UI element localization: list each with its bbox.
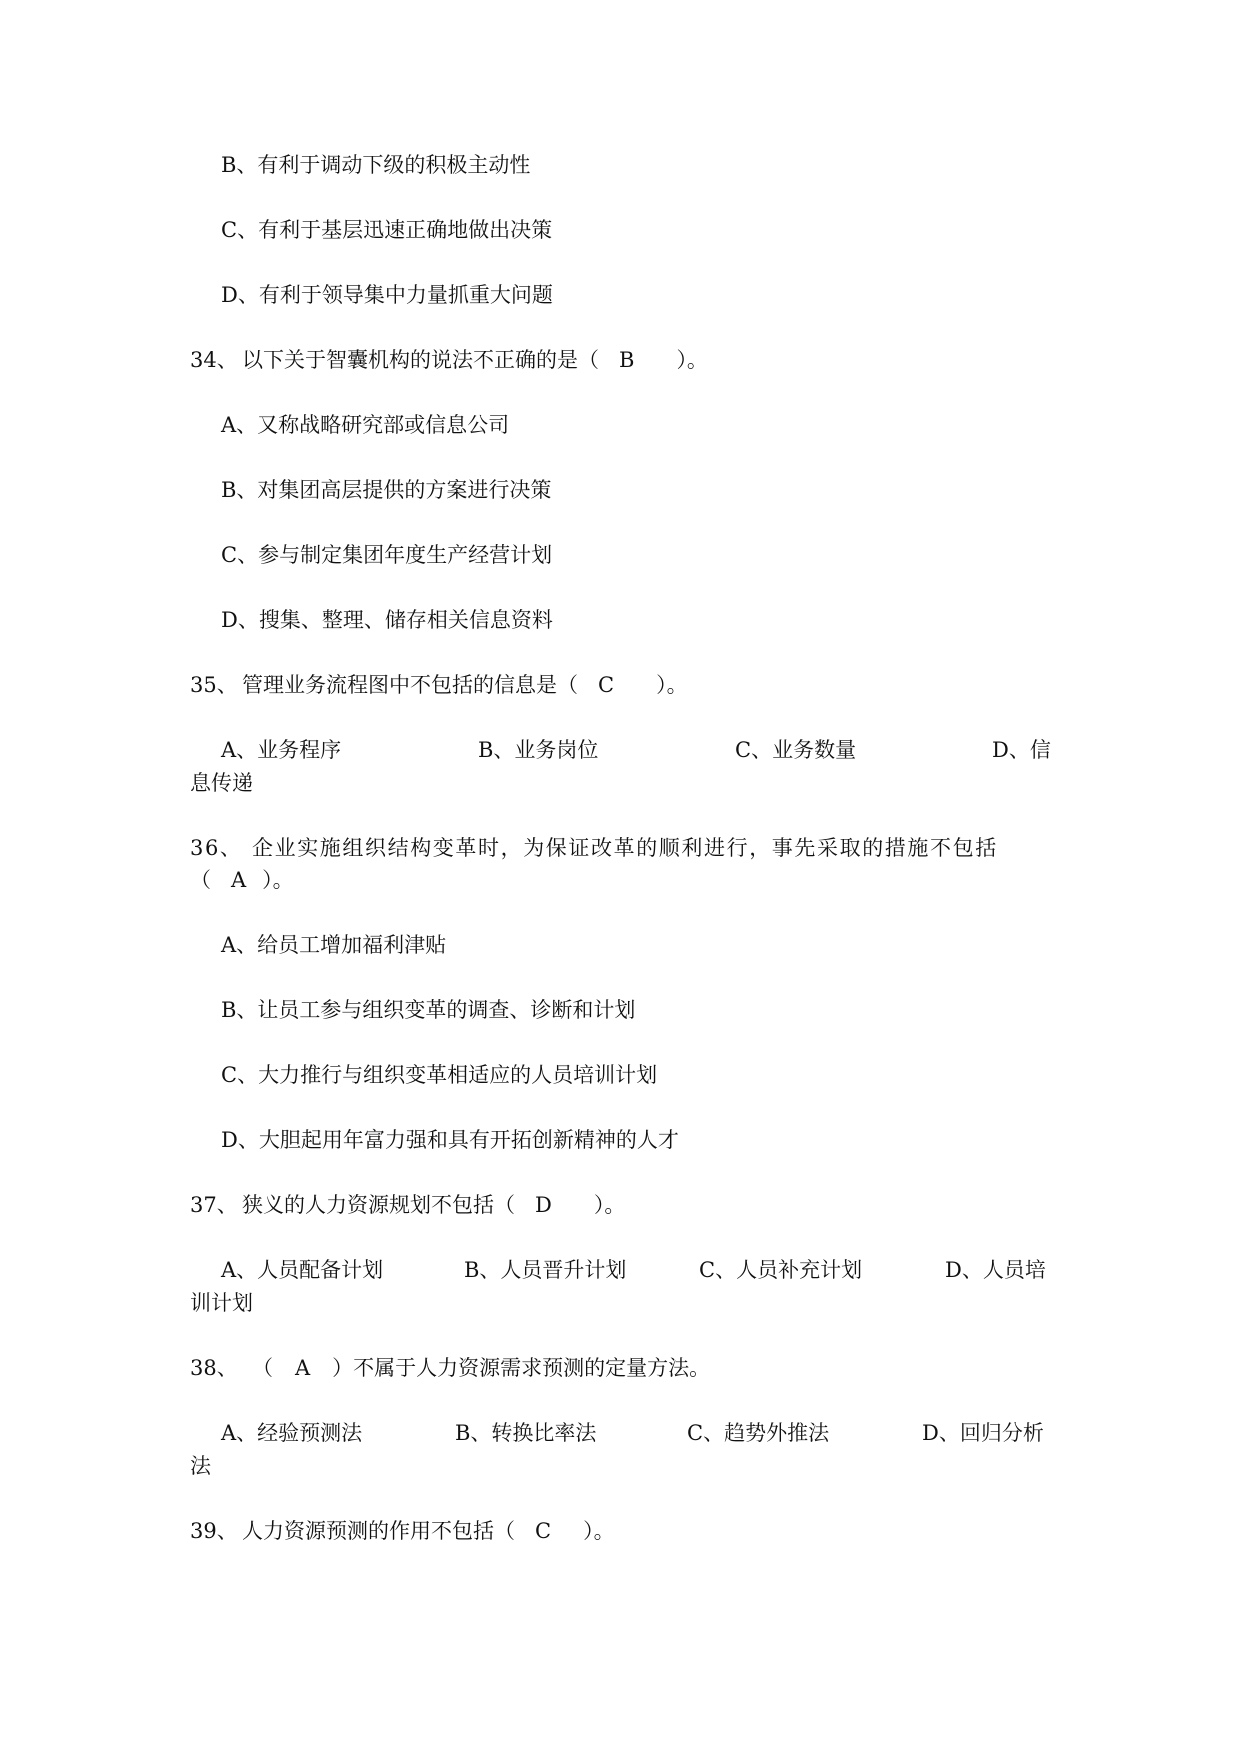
q33-option-b: B、有利于调动下级的积极主动性 bbox=[221, 153, 531, 177]
q35-option-d: D、信 bbox=[992, 738, 1051, 762]
q35-option-a: A、业务程序 bbox=[221, 738, 342, 762]
stem-tail: ）。 bbox=[656, 673, 688, 697]
stem-open: （ bbox=[190, 868, 211, 892]
q36-option-a: A、给员工增加福利津贴 bbox=[221, 933, 447, 957]
q35-option-c: C、业务数量 bbox=[735, 738, 857, 762]
q38-option-wrap: 法 bbox=[190, 1454, 211, 1478]
question-number: 39、 bbox=[190, 1519, 238, 1543]
stem-open: （ bbox=[252, 1356, 273, 1380]
stem-text: 企业实施组织结构变革时，为保证改革的顺利进行，事先采取的措施不包括 bbox=[252, 836, 998, 860]
q34-option-b: B、对集团高层提供的方案进行决策 bbox=[221, 478, 552, 502]
stem-tail: ）。 bbox=[262, 868, 294, 892]
stem-text: 狭义的人力资源规划不包括（ bbox=[242, 1193, 515, 1217]
q37-option-wrap: 训计划 bbox=[190, 1291, 253, 1315]
stem-tail: ）。 bbox=[676, 348, 708, 372]
q34-option-a: A、又称战略研究部或信息公司 bbox=[221, 413, 510, 437]
stem-text: 人力资源预测的作用不包括（ bbox=[242, 1519, 515, 1543]
question-number: 35、 bbox=[190, 673, 238, 697]
q33-option-c: C、有利于基层迅速正确地做出决策 bbox=[221, 218, 553, 242]
stem-text: 以下关于智囊机构的说法不正确的是（ bbox=[242, 348, 599, 372]
q37-option-d: D、人员培 bbox=[945, 1258, 1046, 1282]
answer: A bbox=[231, 868, 247, 892]
q35-option-wrap: 息传递 bbox=[190, 771, 253, 795]
question-number: 34、 bbox=[190, 348, 238, 372]
q35-options-row bbox=[190, 738, 1058, 762]
q36-option-b: B、让员工参与组织变革的调查、诊断和计划 bbox=[221, 998, 636, 1022]
q37-stem bbox=[190, 1193, 625, 1217]
answer: C bbox=[535, 1519, 552, 1543]
answer: B bbox=[619, 348, 635, 372]
q35-stem bbox=[190, 673, 688, 697]
question-number: 38、 bbox=[190, 1356, 238, 1380]
q36-stem-line2 bbox=[190, 868, 294, 892]
q37-option-a: A、人员配备计划 bbox=[221, 1258, 384, 1282]
q38-stem bbox=[190, 1356, 710, 1380]
q37-options-row bbox=[190, 1258, 1058, 1282]
q34-stem bbox=[190, 348, 708, 372]
q33-option-d: D、有利于领导集中力量抓重大问题 bbox=[221, 283, 553, 307]
q34-option-d: D、搜集、整理、储存相关信息资料 bbox=[221, 608, 553, 632]
stem-text: 管理业务流程图中不包括的信息是（ bbox=[242, 673, 578, 697]
stem-tail: ）。 bbox=[593, 1193, 626, 1217]
q34-option-c: C、参与制定集团年度生产经营计划 bbox=[221, 543, 553, 567]
stem-text: ）不属于人力资源需求预测的定量方法。 bbox=[332, 1356, 711, 1380]
q37-option-b: B、人员晋升计划 bbox=[464, 1258, 627, 1282]
q35-option-b: B、业务岗位 bbox=[478, 738, 599, 762]
q38-option-c: C、趋势外推法 bbox=[687, 1421, 830, 1445]
answer: C bbox=[598, 673, 615, 697]
answer: A bbox=[295, 1356, 311, 1380]
q36-option-c: C、大力推行与组织变革相适应的人员培训计划 bbox=[221, 1063, 658, 1087]
stem-tail: ）。 bbox=[583, 1519, 615, 1543]
q38-option-d: D、回归分析 bbox=[922, 1421, 1044, 1445]
q39-stem bbox=[190, 1519, 615, 1543]
question-number: 37、 bbox=[190, 1193, 238, 1217]
q38-option-a: A、经验预测法 bbox=[221, 1421, 363, 1445]
q38-option-b: B、转换比率法 bbox=[455, 1421, 597, 1445]
answer: D bbox=[535, 1193, 552, 1217]
q36-option-d: D、大胆起用年富力强和具有开拓创新精神的人才 bbox=[221, 1128, 679, 1152]
q38-options-row bbox=[190, 1421, 1058, 1445]
q37-option-c: C、人员补充计划 bbox=[699, 1258, 863, 1282]
q36-stem-line1 bbox=[190, 836, 998, 860]
question-number: 36、 bbox=[190, 836, 243, 860]
